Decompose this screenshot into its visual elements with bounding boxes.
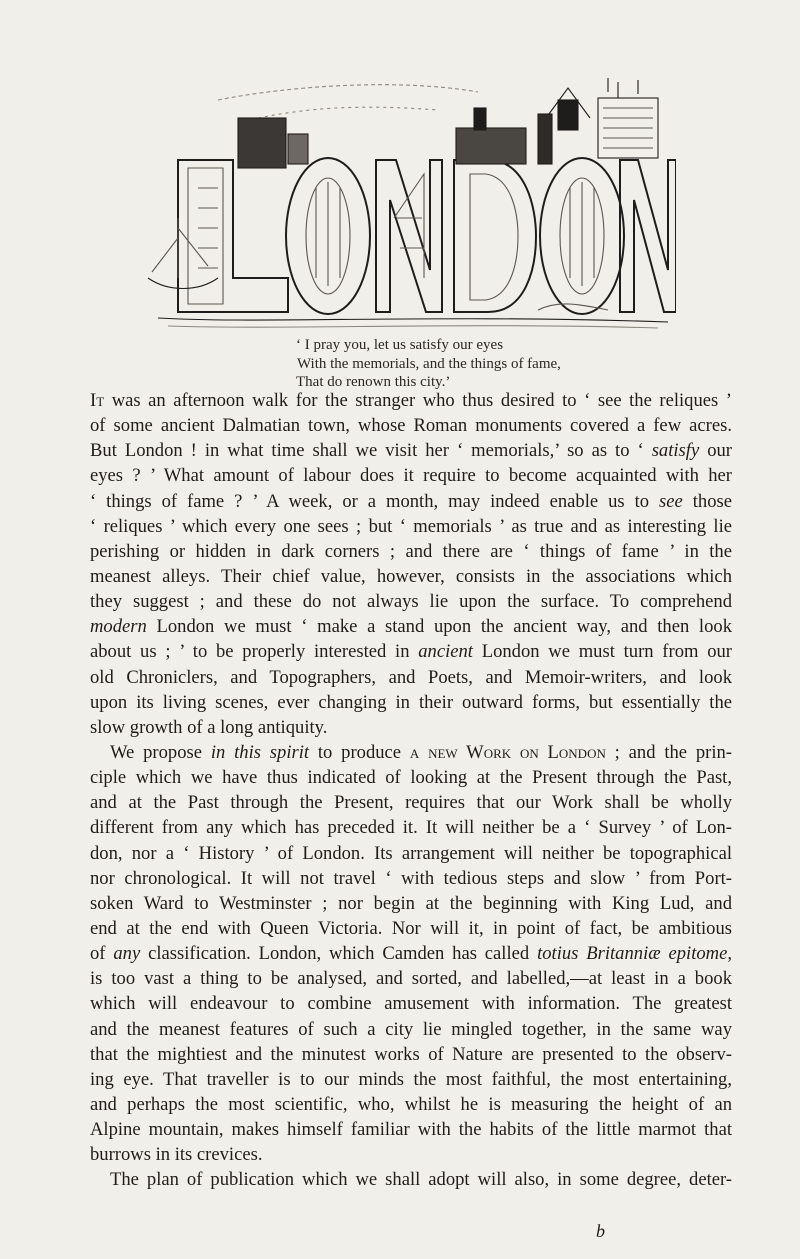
body-line: eyes ? ’ What amount of labour does it require to become acquainted with her <box>90 465 732 487</box>
body-line: and perhaps the most scientific, who, whilst he is measuring the height of an <box>90 1093 732 1115</box>
body-line: they suggest ; and these do not always lie upon the surface. To comprehend <box>90 591 732 613</box>
epigraph-line: That do renown this city.’ <box>296 374 451 390</box>
body-line: But London ! in what time shall we visit her ‘ memorials,’ so as to ‘ satisfy our <box>90 440 732 462</box>
body-text <box>90 388 732 1193</box>
epigraph-line: ‘ I pray you, let us satisfy our eyes <box>296 337 504 353</box>
body-line: slow growth of a long antiquity. <box>90 716 328 738</box>
body-line: which will endeavour to combine amusement with information. The greatest <box>90 993 732 1015</box>
body-line: It was an afternoon walk for the stranger who thus desired to ‘ see the reliques ’ <box>90 390 732 411</box>
body-line: The plan of publication which we shall adopt will also, in some degree, deter- <box>110 1169 732 1191</box>
body-line: don, nor a ‘ History ’ of London. Its arrangement will neither be topographical <box>90 842 732 864</box>
body-line: meanest alleys. Their chief value, however, consists in the associations which <box>90 565 732 587</box>
body-line: perishing or hidden in dark corners ; and there are ‘ things of fame ’ in the <box>90 540 732 562</box>
body-line: and the meanest features of such a city lie mingled together, in the same way <box>90 1018 732 1040</box>
body-line: ciple which we have thus indicated of looking at the Present through the Past, <box>90 767 732 789</box>
body-line: old Chroniclers, and Topographers, and Poets, and Memoir-writers, and look <box>90 666 732 688</box>
body-line: that the mightiest and the minutest works of Nature are presented to the observ- <box>90 1043 732 1065</box>
epigraph-line: With the memorials, and the things of fame, <box>297 355 561 372</box>
body-line: We propose in this spirit to produce a new Work on London ; and the prin- <box>110 741 732 763</box>
london-title-illustration <box>138 78 676 330</box>
body-line: Alpine mountain, makes himself familiar with the habits of the little marmot that <box>90 1119 732 1141</box>
body-line: of any classification. London, which Camden has called totius Britanniæ epitome, <box>90 943 733 965</box>
signature-mark: b <box>596 1221 605 1241</box>
body-line: modern London we must ‘ make a stand upon the ancient way, and then look <box>90 616 732 638</box>
body-line: nor chronological. It will not travel ‘ with tedious steps and slow ’ from Port- <box>90 867 732 889</box>
body-line: end at the end with Queen Victoria. Nor will it, in point of fact, be ambitious <box>90 917 732 939</box>
body-line: ‘ reliques ’ which every one sees ; but ‘ memorials ’ as true and as interesting lie <box>90 515 732 537</box>
body-line: ing eye. That traveller is to our minds the most faithful, the most entertaining, <box>90 1068 732 1090</box>
epigraph <box>0 336 800 392</box>
body-line: burrows in its crevices. <box>90 1144 263 1166</box>
london-title-svg <box>138 78 676 330</box>
body-line: is too vast a thing to be analysed, and sorted, and labelled,—at least in a book <box>90 968 732 990</box>
body-line: and at the Past through the Present, requires that our Work shall be wholly <box>90 792 732 814</box>
body-line: different from any which has preceded it. It will neither be a ‘ Survey ’ of Lon- <box>90 817 732 839</box>
body-line: about us ; ’ to be properly interested in ancient London we must turn from our <box>90 641 732 663</box>
body-line: ‘ things of fame ? ’ A week, or a month, may indeed enable us to see those <box>90 490 732 512</box>
body-line: soken Ward to Westminster ; nor begin at the beginning with King Lud, and <box>90 892 732 914</box>
body-line: upon its living scenes, ever changing in their outward forms, but essentially the <box>90 691 732 713</box>
body-line: of some ancient Dalmatian town, whose Roman monuments covered a few acres. <box>90 415 732 437</box>
